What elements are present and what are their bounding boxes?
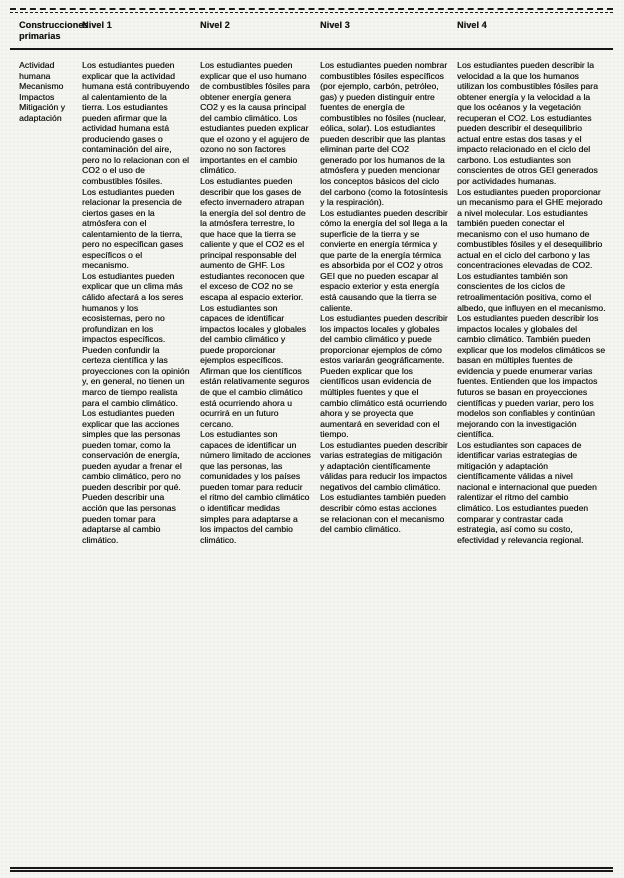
nivel-4-paragraph: Los estudiantes pueden describir los impactos locales y globales del cambio climático. También pueden explicar que los modelos climáticos se basan en múltiples fuentes de evidencia y puede enumerar varias fuentes. Entienden que los impactos futuros se basan en proyecciones científicas y pueden variar, pero los modelos son confiables y continúan mejorando con la investigación científica.	[457, 313, 606, 440]
nivel-2-paragraph: Los estudiantes pueden explicar que el uso humano de combustibles fósiles para obtener energía genera CO2 y es la causa principal del cambio climático. Los estudiantes pueden explicar que el ozono y el agujero de ozono no son factores importantes en el cambio climático.	[200, 60, 310, 176]
nivel-2-paragraph: Los estudiantes son capaces de identificar un número limitado de acciones que las personas, las comunidades y los países pueden tomar para reducir el ritmo del cambio climático o identificar medidas simples para adaptarse a los impactos del cambio climático.	[200, 429, 311, 545]
nivel-4-paragraph: Los estudiantes pueden describir la velocidad a la que los humanos utilizan los combustibles fósiles para obtener energía y la velocidad a la que los océanos y la vegetación recuperan el CO2. Los estudiantes pueden describir el desequilibrio actual entre estas dos tasas y el impacto relacionado en el ciclo del carbono. Los estudiantes son conscientes de otros GEI generados por actividades humanas.	[457, 60, 598, 187]
cell-nivel-4	[457, 60, 613, 545]
nivel-4-paragraph: Los estudiantes son capaces de identificar varias estrategias de mitigación y adaptación científicamente válidas a nivel nacional e internacional que pueden ralentizar el ritmo del cambio climático. Los estudiantes pueden comparar y contrastar cada estrategia, así como su costo, efectividad y relevancia regional.	[457, 439, 597, 545]
nivel-2-paragraph: Los estudiantes pueden describir que los gases de efecto invernadero atrapan la energía del sol dentro de la atmósfera terrestre, lo que hace que la tierra se caliente y que el CO2 es el principal responsable del aumento de GHF. Los estudiantes reconocen que el exceso de CO2 no se escapa al espacio exterior.	[200, 176, 306, 303]
cell-construcciones-primarias	[10, 60, 82, 123]
construct-mitigacion-adaptacion: Mitigación y adaptación	[19, 102, 65, 123]
nivel-2-paragraph: Los estudiantes son capaces de identificar impactos locales y globales del cambio climático y puede proporcionar ejemplos específicos. Afirman que los científicos están relativamente seguros de que el cambio climático está ocurriendo ahora u ocurrirá en un futuro cercano.	[200, 302, 310, 429]
cell-nivel-2	[200, 60, 320, 545]
construct-actividad-humana: Actividad humana	[19, 60, 55, 81]
nivel-1-paragraph: Los estudiantes pueden explicar que las acciones simples que las personas pueden tomar, como la conservación de energía, pueden ayudar a frenar el cambio climático, pero no pueden describir por qué. Pueden describir una acción que las personas pueden tomar para adaptarse al cambio climático.	[82, 408, 182, 545]
nivel-3-paragraph: Los estudiantes pueden describir cómo la energía del sol llega a la superficie de la tierra y se convierte en energía térmica y que parte de la energía térmica es absorbida por el CO2 y otros GEI que no pueden escapar al espacio exterior y esta energía está causando que la tierra se caliente.	[320, 207, 448, 313]
header-nivel-2: Nivel 2	[200, 20, 230, 30]
table-header-row	[10, 13, 613, 50]
table-body-row	[10, 50, 613, 872]
nivel-1-paragraph: Los estudiantes pueden explicar que la actividad humana está contribuyendo al calentamiento de la tierra. Los estudiantes pueden afirmar que la actividad humana está produciendo gases o contaminación del aire, pero no lo relacionan con el CO2 o el uso de combustibles fósiles.	[82, 60, 190, 187]
header-construcciones-primarias: Construcciones primarias	[19, 20, 89, 41]
nivel-1-paragraph: Los estudiantes pueden relacionar la presencia de ciertos gases en la atmósfera con el calentamiento de la tierra, pero no especifican gases específicos o el mecanismo.	[82, 186, 184, 271]
nivel-3-paragraph: Los estudiantes pueden nombrar combustibles fósiles específicos (por ejemplo, carbón, petróleo, gas) y pueden distinguir entre fuentes de energía de combustibles no fósiles (nuclear, eólica, solar). Los estudiantes pueden describir que las plantas eliminan parte del CO2 generado por los humanos de la atmósfera y pueden mencionar los conceptos básicos del ciclo del carbono (como la fotosíntesis y la respiración).	[320, 60, 448, 208]
cell-nivel-1	[82, 60, 200, 545]
header-nivel-1: Nivel 1	[82, 20, 112, 30]
construct-impactos: Impactos	[19, 91, 55, 102]
header-nivel-4: Nivel 4	[457, 20, 487, 30]
construct-mecanismo: Mecanismo	[19, 81, 64, 92]
nivel-1-paragraph: Los estudiantes pueden explicar que un clima más cálido afectará a los seres humanos y los ecosistemas, pero no profundizan en los impactos específicos. Pueden confundir la certeza científica y las proyecciones con la opinión y, en general, no tienen un marco de tiempo realista para el cambio climático.	[82, 270, 190, 408]
cell-nivel-3	[320, 60, 457, 535]
rubric-table	[10, 8, 613, 872]
nivel-4-paragraph: Los estudiantes pueden proporcionar un mecanismo para el GHE mejorado a nivel molecular. Los estudiantes también pueden conectar el mecanismo con el uso humano de combustibles fósiles y el desequilibrio actual en el ciclo del carbono y las concentraciones elevadas de CO2. Los estudiantes también son conscientes de los ciclos de retroalimentación positiva, como el albedo, que influyen en el mecanismo.	[457, 186, 606, 313]
nivel-3-paragraph: Los estudiantes pueden describir varias estrategias de mitigación y adaptación científicamente válidas para reducir los impactos negativos del cambio climático. Los estudiantes también pueden describir cómo estas acciones se relacionan con el mecanismo del cambio climático.	[320, 439, 448, 535]
header-nivel-3: Nivel 3	[320, 20, 350, 30]
nivel-3-paragraph: Los estudiantes pueden describir los impactos locales y globales del cambio climático y puede proporcionar ejemplos de cómo estos variarán geográficamente. Pueden explicar que los científicos usan evidencia de múltiples fuentes y que el cambio climático está ocurriendo ahora y se proyecta que aumentará en severidad con el tiempo.	[320, 313, 448, 440]
